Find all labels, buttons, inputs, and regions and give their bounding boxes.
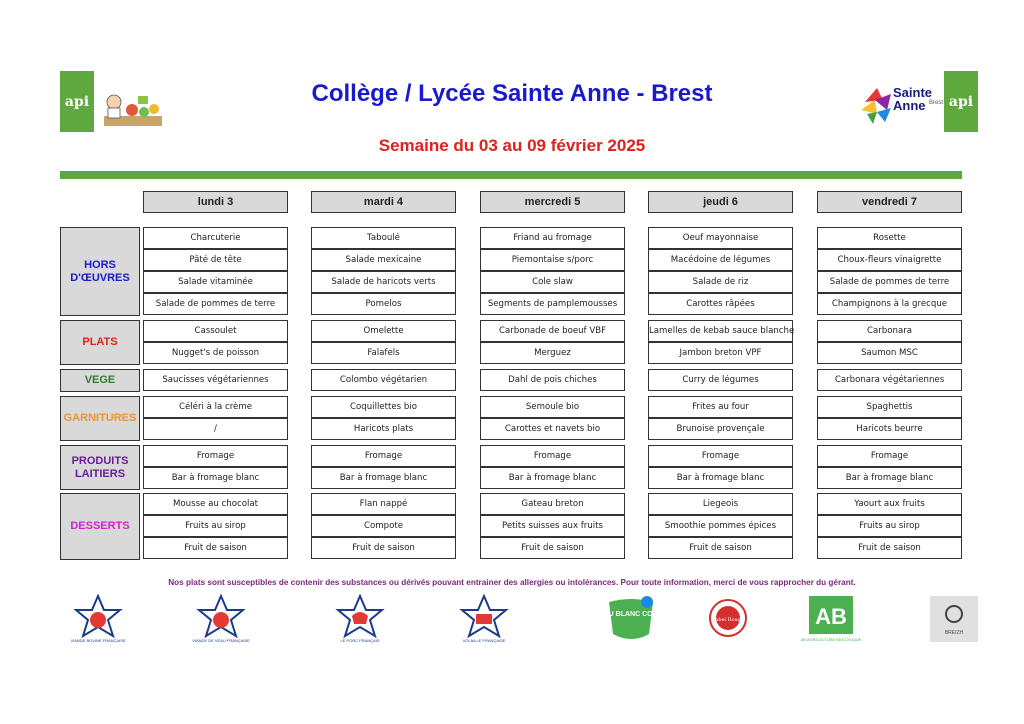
menu-cell-desserts: Liegeois — [648, 493, 793, 515]
svg-text:Label Rouge: Label Rouge — [712, 617, 744, 623]
menu-cell-garnitures: Coquillettes bio — [311, 396, 456, 418]
menu-cell-hors: Cole slaw — [480, 271, 625, 293]
day-header-thursday: jeudi 6 — [648, 191, 793, 213]
category-garnitures: GARNITURES — [60, 396, 140, 441]
menu-cell-laitiers: Bar à fromage blanc — [143, 467, 288, 489]
menu-cell-plats: Carbonade de boeuf VBF — [480, 320, 625, 342]
menu-cell-garnitures: Spaghettis — [817, 396, 962, 418]
svg-text:VOLAILLE FRANÇAISE: VOLAILLE FRANÇAISE — [462, 638, 506, 643]
menu-cell-garnitures: Brunoise provençale — [648, 418, 793, 440]
menu-cell-vege: Carbonara végétariennes — [817, 369, 962, 391]
menu-cell-hors: Salade de pommes de terre — [817, 271, 962, 293]
menu-cell-laitiers: Fromage — [143, 445, 288, 467]
menu-cell-desserts: Gateau breton — [480, 493, 625, 515]
menu-cell-plats: Lamelles de kebab sauce blanche — [648, 320, 793, 342]
menu-cell-laitiers: Fromage — [648, 445, 793, 467]
menu-cell-laitiers: Fromage — [311, 445, 456, 467]
menu-cell-plats: Merguez — [480, 342, 625, 364]
menu-cell-hors: Rosette — [817, 227, 962, 249]
menu-cell-plats: Nugget's de poisson — [143, 342, 288, 364]
volaille-francaise-logo — [456, 594, 512, 646]
menu-cell-hors: Salade vitaminée — [143, 271, 288, 293]
menu-cell-plats: Falafels — [311, 342, 456, 364]
menu-cell-hors: Piemontaise s/porc — [480, 249, 625, 271]
menu-cell-desserts: Yaourt aux fruits — [817, 493, 962, 515]
day-header-friday: vendredi 7 — [817, 191, 962, 213]
menu-cell-garnitures: Haricots beurre — [817, 418, 962, 440]
menu-cell-laitiers: Bar à fromage blanc — [648, 467, 793, 489]
divider-bar — [60, 171, 962, 179]
day-header-tuesday: mardi 4 — [311, 191, 456, 213]
menu-cell-vege: Curry de légumes — [648, 369, 793, 391]
sainte-anne-logo-text: Sainte Anne — [893, 85, 933, 113]
svg-text:BREIZH: BREIZH — [944, 630, 964, 636]
breizh-logo — [926, 594, 982, 646]
menu-cell-hors: Salade de riz — [648, 271, 793, 293]
svg-text:AB: AB — [815, 604, 847, 629]
menu-cell-garnitures: Frites au four — [648, 396, 793, 418]
menu-cell-desserts: Mousse au chocolat — [143, 493, 288, 515]
menu-cell-desserts: Petits suisses aux fruits — [480, 515, 625, 537]
svg-text:BLEU BLANC COEUR: BLEU BLANC COEUR — [594, 611, 668, 618]
category-vege: VEGE — [60, 369, 140, 392]
menu-cell-desserts: Smoothie pommes épices — [648, 515, 793, 537]
menu-cell-garnitures: Haricots plats — [311, 418, 456, 440]
brest-logo-text: Brest — [929, 100, 944, 106]
menu-cell-desserts: Flan nappé — [311, 493, 456, 515]
menu-cell-hors: Salade de pommes de terre — [143, 293, 288, 315]
menu-cell-laitiers: Bar à fromage blanc — [311, 467, 456, 489]
week-subtitle: Semaine du 03 au 09 février 2025 — [378, 136, 646, 155]
api-logo-text: api — [64, 93, 90, 110]
page-title: Collège / Lycée Sainte Anne - Brest — [311, 80, 713, 107]
menu-cell-garnitures: Céléri à la crème — [143, 396, 288, 418]
menu-cell-desserts: Fruit de saison — [311, 537, 456, 559]
category-plats: PLATS — [60, 320, 140, 365]
agriculture-biologique-logo — [800, 594, 862, 646]
menu-cell-plats: Saumon MSC — [817, 342, 962, 364]
bleu-blanc-coeur-logo — [594, 594, 668, 646]
menu-cell-hors: Segments de pamplemousses — [480, 293, 625, 315]
menu-cell-desserts: Fruit de saison — [480, 537, 625, 559]
category-desserts: DESSERTS — [60, 493, 140, 560]
label-rouge-logo — [700, 594, 756, 646]
menu-cell-hors: Pâté de tête — [143, 249, 288, 271]
menu-cell-desserts: Fruit de saison — [648, 537, 793, 559]
menu-cell-hors: Carottes râpées — [648, 293, 793, 315]
api-logo-right — [944, 71, 978, 132]
menu-cell-hors: Oeuf mayonnaise — [648, 227, 793, 249]
category-produits-laitiers: PRODUITS LAITIERS — [60, 445, 140, 490]
menu-cell-desserts: Fruits au sirop — [817, 515, 962, 537]
viande-bovine-francaise-logo — [70, 594, 126, 646]
menu-cell-hors: Macédoine de légumes — [648, 249, 793, 271]
menu-cell-laitiers: Bar à fromage blanc — [817, 467, 962, 489]
menu-cell-plats: Carbonara — [817, 320, 962, 342]
viande-de-veau-francaise-logo — [193, 594, 249, 646]
le-porc-francais-logo — [332, 594, 388, 646]
menu-cell-hors: Charcuterie — [143, 227, 288, 249]
category-hors-doeuvres: HORS D'ŒUVRES — [60, 227, 140, 316]
menu-cell-garnitures: Carottes et navets bio — [480, 418, 625, 440]
menu-cell-garnitures: Semoule bio — [480, 396, 625, 418]
menu-cell-laitiers: Fromage — [480, 445, 625, 467]
menu-cell-desserts: Fruits au sirop — [143, 515, 288, 537]
menu-cell-laitiers: Bar à fromage blanc — [480, 467, 625, 489]
day-header-wednesday: mercredi 5 — [480, 191, 625, 213]
menu-cell-hors: Salade mexicaine — [311, 249, 456, 271]
sainte-anne-logo — [857, 80, 944, 128]
menu-cell-hors: Friand au fromage — [480, 227, 625, 249]
menu-cell-vege: Saucisses végétariennes — [143, 369, 288, 391]
menu-cell-garnitures: / — [143, 418, 288, 440]
menu-cell-vege: Dahl de pois chiches — [480, 369, 625, 391]
svg-text:VIANDE DE VEAU FRANÇAISE: VIANDE DE VEAU FRANÇAISE — [192, 638, 250, 643]
menu-cell-hors: Taboulé — [311, 227, 456, 249]
svg-text:AB AGRICULTURE BIOLOGIQUE: AB AGRICULTURE BIOLOGIQUE — [800, 637, 862, 642]
menu-cell-hors: Champignons à la grecque — [817, 293, 962, 315]
menu-cell-desserts: Fruit de saison — [817, 537, 962, 559]
menu-cell-hors: Pomelos — [311, 293, 456, 315]
svg-text:LE PORC FRANÇAIS: LE PORC FRANÇAIS — [340, 638, 380, 643]
allergy-disclaimer: Nos plats sont susceptibles de contenir des substances ou dérivés pouvant entrainer des allergies ou intolérances. Pour toute information, merci de vous rapprocher du gérant. — [168, 578, 856, 587]
menu-cell-hors: Salade de haricots verts — [311, 271, 456, 293]
menu-cell-desserts: Fruit de saison — [143, 537, 288, 559]
menu-cell-plats: Jambon breton VPF — [648, 342, 793, 364]
api-logo-text: api — [948, 93, 974, 110]
menu-cell-plats: Cassoulet — [143, 320, 288, 342]
menu-cell-vege: Colombo végétarien — [311, 369, 456, 391]
menu-cell-desserts: Compote — [311, 515, 456, 537]
svg-text:VIANDE BOVINE FRANÇAISE: VIANDE BOVINE FRANÇAISE — [70, 638, 126, 643]
menu-cell-hors: Choux-fleurs vinaigrette — [817, 249, 962, 271]
menu-cell-laitiers: Fromage — [817, 445, 962, 467]
menu-cell-plats: Omelette — [311, 320, 456, 342]
day-header-monday: lundi 3 — [143, 191, 288, 213]
